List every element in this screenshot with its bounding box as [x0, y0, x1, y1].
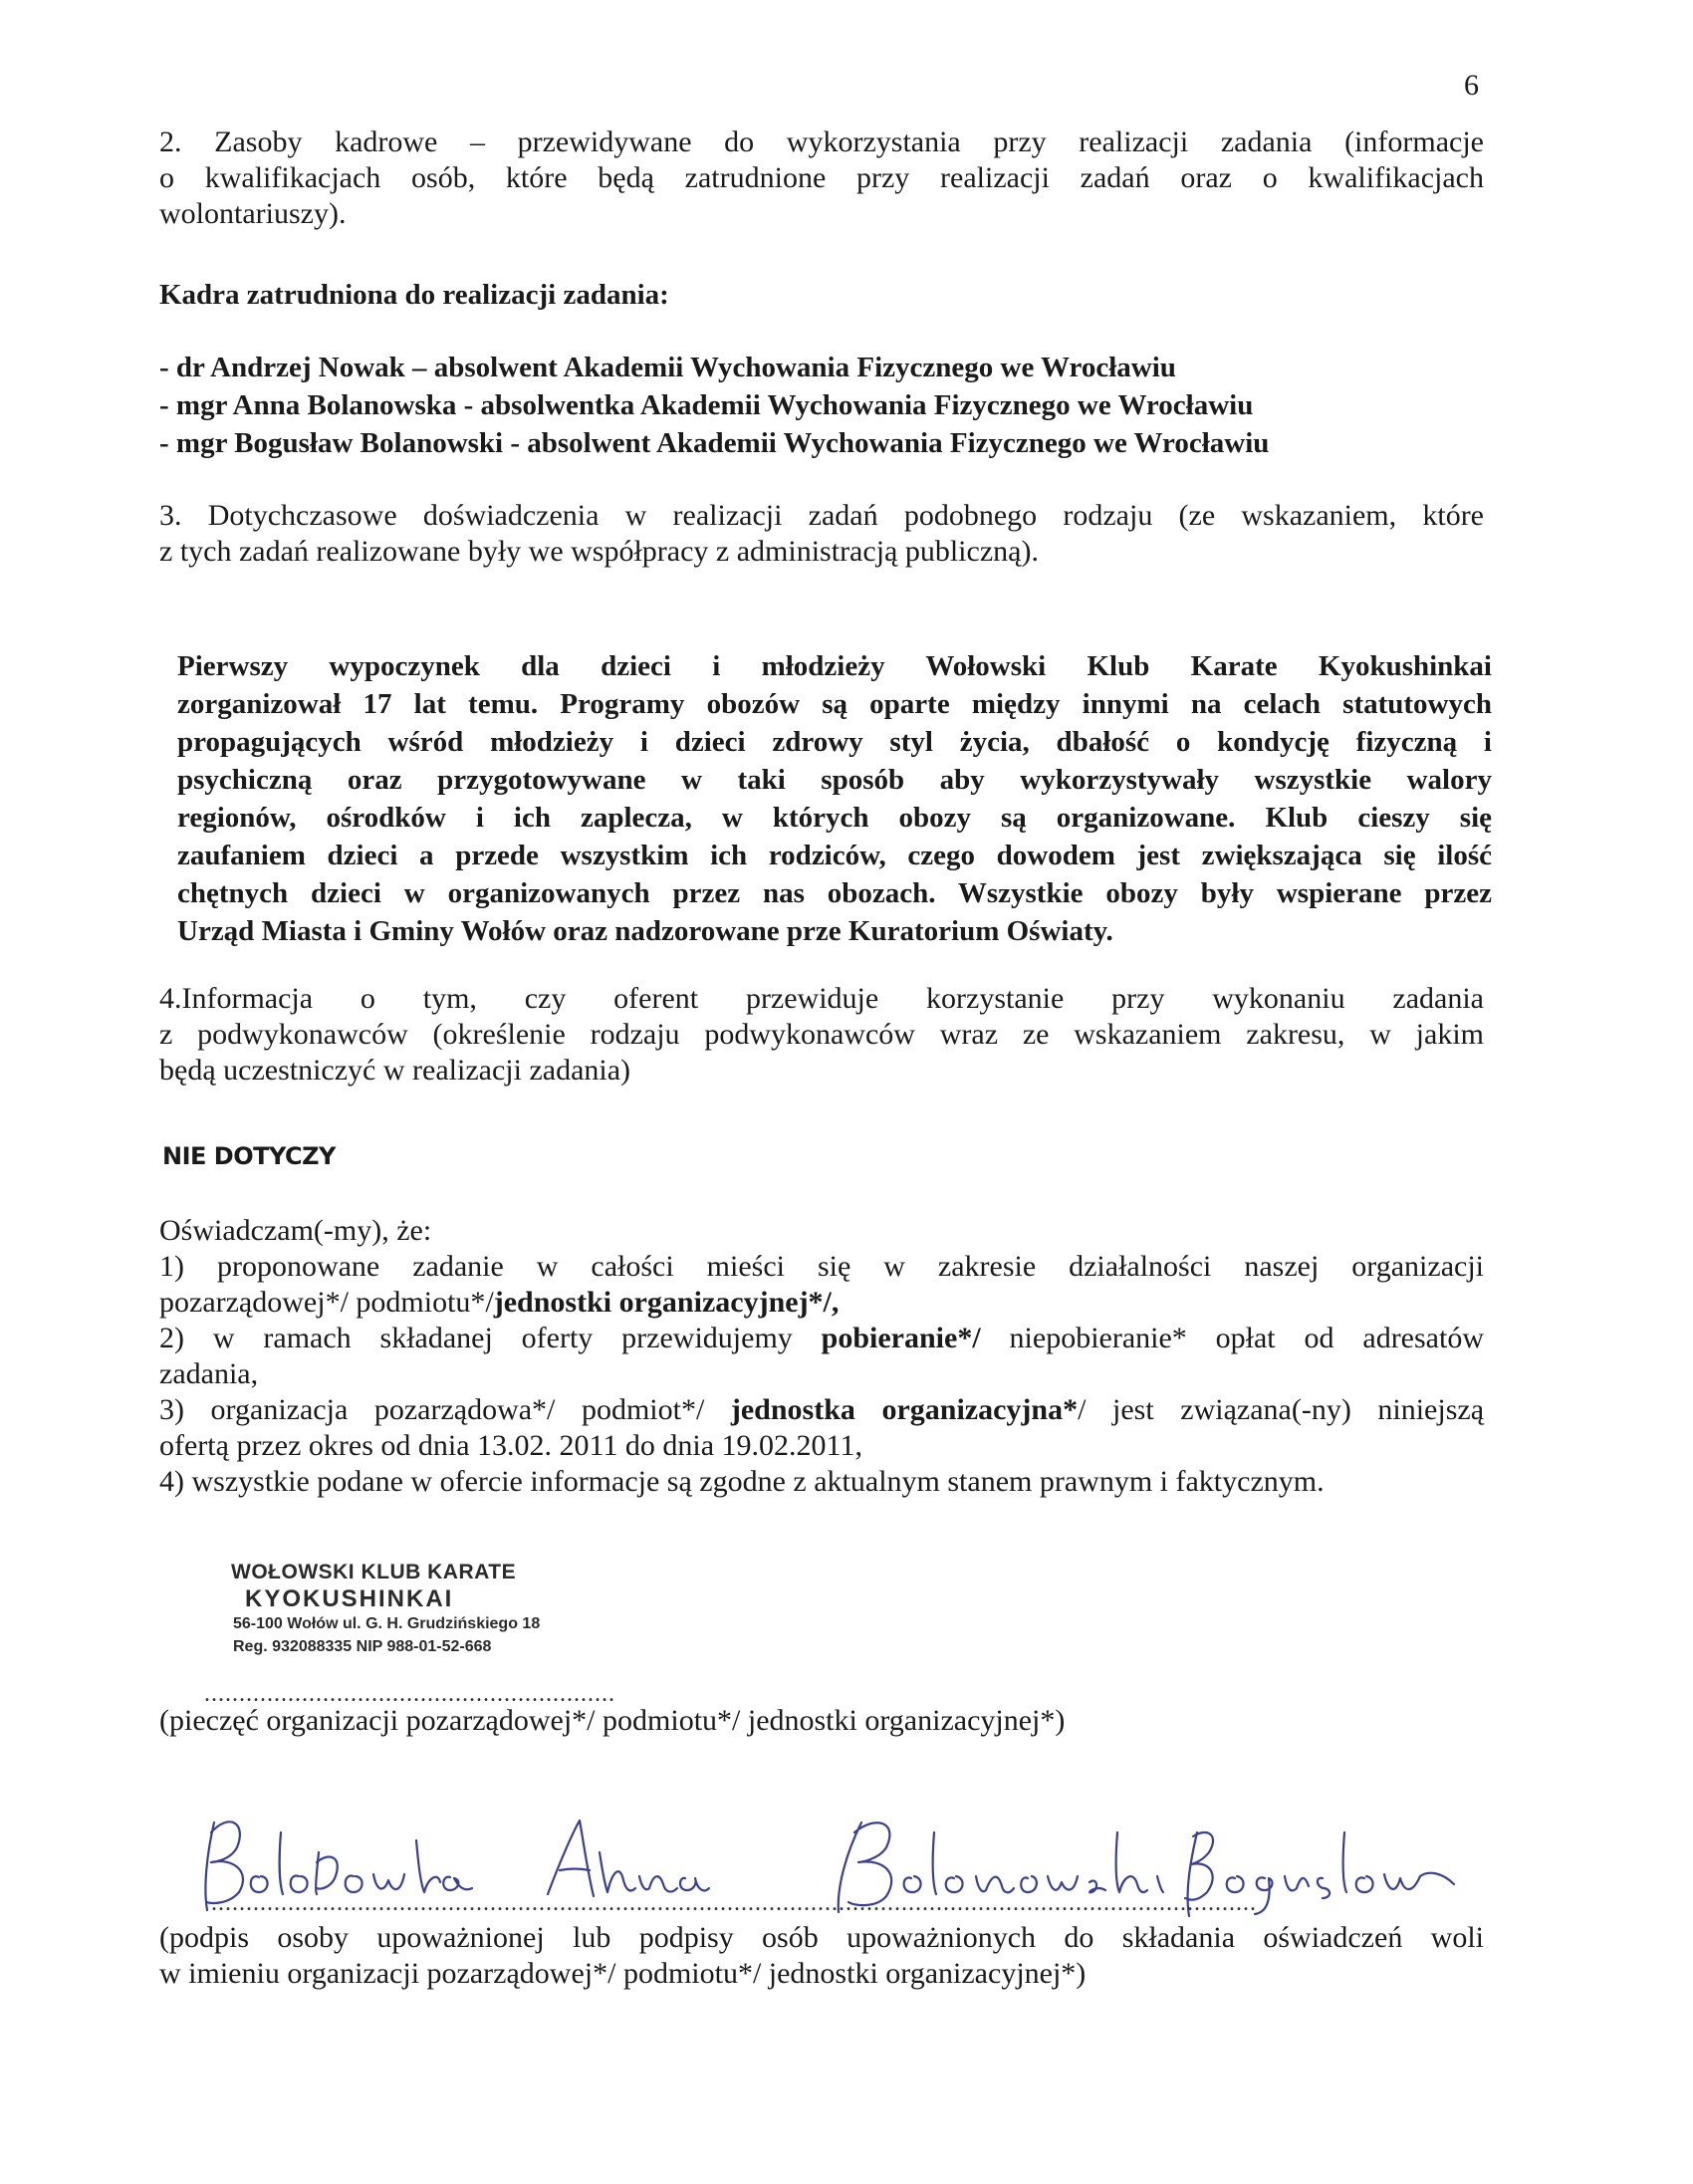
- declaration-item-1-bold: jednostki organizacyjnej*/,: [493, 1286, 840, 1319]
- section-4-line-1: 4.Informacja o tym, czy oferent przewiduje korzystanie przy wykonaniu zadania: [159, 982, 1484, 1015]
- section-2-line-2: o kwalifikacjach osób, które będą zatrudnione przy realizacji zadań oraz o kwalifikacjach: [159, 161, 1484, 194]
- declaration-item-2-plain: 2) w ramach składanej oferty przewidujemy: [159, 1322, 822, 1354]
- not-applicable-answer: NIE DOTYCZY: [162, 1142, 336, 1170]
- experience-line: propagujących wśród młodzieży i dzieci zdrowy styl życia, dbałość o kondycję fizyczną i: [177, 726, 1492, 758]
- section-4-line-2: z podwykonawców (określenie rodzaju podwykonawców wraz ze wskazaniem zakresu, w jakim: [159, 1018, 1484, 1051]
- stamp-line-3: 56-100 Wołów ul. G. H. Grudzińskiego 18: [233, 1615, 541, 1632]
- declaration-item-1: 1) proponowane zadanie w całości mieści się w zakresie działalności naszej organizacji: [159, 1250, 1484, 1283]
- staff-item: - mgr Bogusław Bolanowski - absolwent Akademii Wychowania Fizycznego we Wrocławiu: [159, 427, 1270, 459]
- section-3-line-1: 3. Dotychczasowe doświadczenia w realizacji zadań podobnego rodzaju (ze wskazaniem, które: [159, 499, 1484, 532]
- signature-caption: [159, 1920, 1484, 1992]
- staff-list: [159, 349, 1514, 462]
- experience-line: chętnych dzieci w organizowanych przez nas obozach. Wszystkie obozy były wspierane przez: [177, 877, 1492, 909]
- section-2-line-1: 2. Zasoby kadrowe – przewidywane do wykorzystania przy realizacji zadania (informacje: [159, 125, 1484, 158]
- experience-line: Urząd Miasta i Gminy Wołów oraz nadzorowane prze Kuratorium Oświaty.: [177, 915, 1113, 947]
- experience-line: Pierwszy wypoczynek dla dzieci i młodzieży Wołowski Klub Karate Kyokushinkai: [177, 650, 1492, 682]
- stamp-caption: (pieczęć organizacji pozarządowej*/ podmiotu*/ jednostki organizacyjnej*): [159, 1704, 1066, 1737]
- declaration-item-1-cont: [159, 1285, 1484, 1321]
- declaration-item-3-bold: jednostka organizacyjna*: [730, 1393, 1079, 1426]
- signature-caption-line-2: w imieniu organizacji pozarządowej*/ podmiotu*/ jednostki organizacyjnej*): [159, 1957, 1087, 1990]
- stamp-line-2: KYOKUSHINKAI: [245, 1585, 454, 1612]
- declaration-item-3: [159, 1392, 1484, 1428]
- experience-line: zorganizował 17 lat temu. Programy obozów są oparte między innymi na celach statutowych: [177, 688, 1492, 720]
- declaration-item-3-plain: 3) organizacja pozarządowa*/ podmiot*/: [159, 1393, 731, 1426]
- staff-item: - mgr Anna Bolanowska - absolwentka Akademii Wychowania Fizycznego we Wrocławiu: [159, 389, 1254, 421]
- declaration-item-2-rest: niepobieranie* opłat od adresatów: [980, 1322, 1484, 1354]
- declaration-intro: Oświadczam(-my), że:: [159, 1214, 432, 1247]
- section-3-line-2: z tych zadań realizowane były we współpracy z administracją publiczną).: [159, 535, 1039, 568]
- declaration-item-4: 4) wszystkie podane w ofercie informacje są zgodne z aktualnym stanem prawnym i faktycznym.: [159, 1465, 1325, 1498]
- declaration-item-2: [159, 1321, 1484, 1356]
- signature-caption-line-1: (podpis osoby upoważnionej lub podpisy osób upoważnionych do składania oświadczeń woli: [159, 1921, 1484, 1954]
- signature-dotted-line: ......................................................................................................................................................: [211, 1890, 1257, 1916]
- staff-item: - dr Andrzej Nowak – absolwent Akademii Wychowania Fizycznego we Wrocławiu: [159, 352, 1176, 383]
- declaration-item-2-bold: pobieranie*/: [821, 1322, 981, 1354]
- section-4-line-3: będą uczestniczyć w realizacji zadania): [159, 1054, 631, 1087]
- stamp-line-4: Reg. 932088335 NIP 988-01-52-668: [233, 1638, 492, 1655]
- stamp-dotted-line: ...........................................................: [204, 1681, 615, 1707]
- experience-line: psychiczną oraz przygotowywane w taki sposób aby wykorzystywały wszystkie walory: [177, 764, 1492, 796]
- section-4-text: [159, 981, 1484, 1089]
- section-2-line-3: wolontariuszy).: [159, 197, 347, 230]
- section-2-text: [159, 124, 1484, 232]
- experience-line: zaufaniem dzieci a przede wszystkim ich rodziców, czego dowodem jest zwiększająca się ilość: [177, 840, 1492, 871]
- declaration-item-1-plain: pozarządowej*/ podmiotu*/: [159, 1286, 494, 1319]
- organization-stamp: [231, 1559, 609, 1658]
- experience-line: regionów, ośrodków i ich zaplecza, w których obozy są organizowane. Klub cieszy się: [177, 802, 1492, 834]
- staff-heading: Kadra zatrudniona do realizacji zadania:: [159, 279, 669, 311]
- declaration-item-3-rest: / jest związana(-ny) niniejszą: [1078, 1393, 1485, 1426]
- page-number: 6: [1464, 69, 1479, 102]
- declaration-item-3-cont: ofertą przez okres od dnia 13.02. 2011 do dnia 19.02.2011,: [159, 1429, 862, 1462]
- stamp-line-1: WOŁOWSKI KLUB KARATE: [231, 1561, 517, 1583]
- experience-paragraph: [177, 647, 1492, 950]
- declaration: [159, 1213, 1484, 1500]
- declaration-item-2-cont: zadania,: [159, 1357, 259, 1390]
- section-3-text: [159, 498, 1484, 570]
